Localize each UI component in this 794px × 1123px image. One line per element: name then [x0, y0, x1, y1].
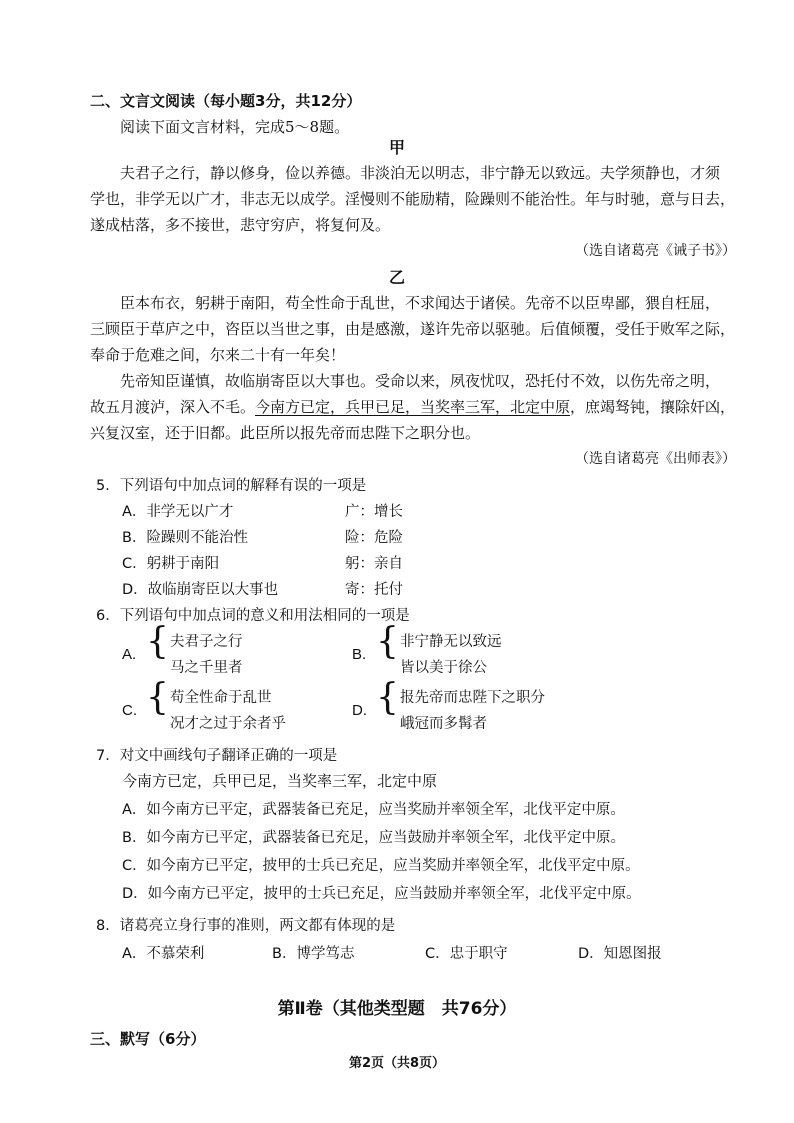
- option-text: 况才之过于余者乎: [170, 716, 286, 732]
- passage-b-line: 兴复汉室，还于旧都。此臣所以报先帝而忠陛下之职分也。: [90, 424, 481, 442]
- question-6-stem: 6．下列语句中加点词的意义和用法相同的一项是: [96, 608, 410, 624]
- brace-icon: {: [146, 621, 169, 662]
- option-gloss: 寄：托付: [345, 582, 403, 598]
- brace-icon: {: [146, 677, 169, 718]
- passage-b-text: 故五月渡泸，深入不毛。: [90, 398, 256, 416]
- q7-option-a[interactable]: A．如今南方已平定，武器装备已充足，应当奖励并率领全军，北伐平定中原。: [122, 802, 625, 818]
- option-text: 报先帝而忠陛下之职分: [400, 690, 545, 706]
- passage-b-label: 乙: [388, 268, 405, 287]
- passage-a-source: （选自诸葛亮《诫子书》）: [575, 243, 736, 259]
- q6-option-b[interactable]: [352, 621, 612, 680]
- option-label: C．: [122, 556, 147, 572]
- q6-option-a[interactable]: [122, 621, 352, 680]
- option-label: C.: [122, 702, 137, 719]
- q5-option-c[interactable]: [122, 552, 219, 573]
- q7-option-c[interactable]: C．如今南方已平定，披甲的士兵已充足，应当奖励并率领全军，北伐平定中原。: [122, 858, 640, 874]
- option-label: B.: [352, 646, 367, 663]
- option-gloss: 广：增长: [345, 504, 403, 520]
- q7-option-b[interactable]: B．如今南方已平定，武器装备已充足，应当鼓励并率领全军，北伐平定中原。: [122, 830, 625, 846]
- option-gloss: 躬：亲自: [345, 556, 403, 572]
- option-text: 峨冠而多髯者: [400, 716, 487, 732]
- underlined-sentence: 今南方已定，兵甲已足，当奖率三军，北定中原: [255, 398, 571, 416]
- passage-b-source: （选自诸葛亮《出师表》）: [575, 451, 736, 467]
- passage-a-label: 甲: [388, 138, 405, 157]
- option-text: 苟全性命于乱世: [170, 690, 272, 706]
- option-label: A.: [122, 646, 137, 663]
- passage-a-line: 夫君子之行，静以修身，俭以养德。非淡泊无以明志，非宁静无以致远。夫学须静也，才须: [120, 164, 721, 182]
- option-label: A．: [122, 504, 147, 520]
- q8-option-d[interactable]: D．知恩图报: [578, 946, 662, 962]
- option-label: D.: [352, 702, 367, 719]
- option-text: 非学无以广才: [146, 504, 234, 520]
- option-text: 非宁静无以致远: [400, 634, 502, 650]
- brace-icon: {: [376, 677, 399, 718]
- q8-option-a[interactable]: A．不慕荣利: [122, 946, 205, 962]
- brace-icon: {: [376, 621, 399, 662]
- q5-option-d[interactable]: [122, 578, 278, 599]
- q6-option-c[interactable]: [122, 677, 352, 736]
- option-text: 马之千里者: [170, 660, 243, 676]
- q5-option-b[interactable]: [122, 526, 248, 547]
- q7-option-d[interactable]: D．如今南方已平定，披甲的士兵已充足，应当鼓励并率领全军，北伐平定中原。: [122, 886, 641, 902]
- section-title: 二、文言文阅读（每小题3分，共12分）: [90, 92, 362, 110]
- option-text: 皆以美于徐公: [400, 660, 487, 676]
- q6-option-d[interactable]: [352, 677, 612, 736]
- passage-b-line: 奉命于危难之间，尔来二十有一年矣！: [90, 346, 346, 364]
- option-text: 险躁则不能治性: [146, 530, 248, 546]
- page-number: 第2页（共8页）: [348, 1056, 446, 1071]
- passage-b-text: ，庶竭驽钝，攘除奸凶，: [570, 398, 736, 416]
- option-text: 躬耕于南阳: [146, 556, 220, 572]
- passage-b-line: 先帝知臣谨慎，故临崩寄臣以大事也。受命以来，夙夜忧叹，恐托付不效，以伤先帝之明，: [120, 372, 721, 390]
- option-label: D．: [122, 582, 148, 598]
- option-gloss: 险：危险: [345, 530, 403, 546]
- section-3-title: 三、默写（6分）: [90, 1030, 206, 1048]
- passage-b-line: 三顾臣于草庐之中，咨臣以当世之事，由是感激，遂许先帝以驱驰。后值倾覆，受任于败军之际，: [90, 320, 736, 338]
- question-7-stem: 7．对文中画线句子翻译正确的一项是: [96, 748, 338, 764]
- passage-b-line: [90, 396, 735, 417]
- section-intro: 阅读下面文言材料，完成5～8题。: [120, 118, 350, 136]
- option-label: B．: [122, 530, 147, 546]
- question-5-stem: 5．下列语句中加点词的解释有误的一项是: [96, 478, 367, 494]
- passage-a-line: 遂成枯落，多不接世，悲守穷庐，将复何及。: [90, 216, 391, 234]
- passage-b-line: 臣本布衣，躬耕于南阳，苟全性命于乱世，不求闻达于诸侯。先帝不以臣卑鄙，猥自枉屈，: [120, 294, 721, 312]
- option-text: 夫君子之行: [170, 634, 243, 650]
- part-2-title: 第Ⅱ卷（其他类型题 共76分）: [277, 999, 517, 1019]
- q7-sentence: 今南方已定，兵甲已足，当奖率三军，北定中原: [122, 772, 438, 790]
- q5-option-a[interactable]: [122, 500, 233, 521]
- question-8-stem: 8．诸葛亮立身行事的准则，两文都有体现的是: [96, 918, 396, 934]
- option-text: 故临崩寄臣以大事也: [147, 582, 279, 598]
- q8-option-c[interactable]: C．忠于职守: [425, 946, 508, 962]
- passage-a-line: 学也，非学无以广才，非志无以成学。淫慢则不能励精，险躁则不能治性。年与时驰，意与日去，: [90, 190, 736, 208]
- q8-option-b[interactable]: B．博学笃志: [272, 946, 355, 962]
